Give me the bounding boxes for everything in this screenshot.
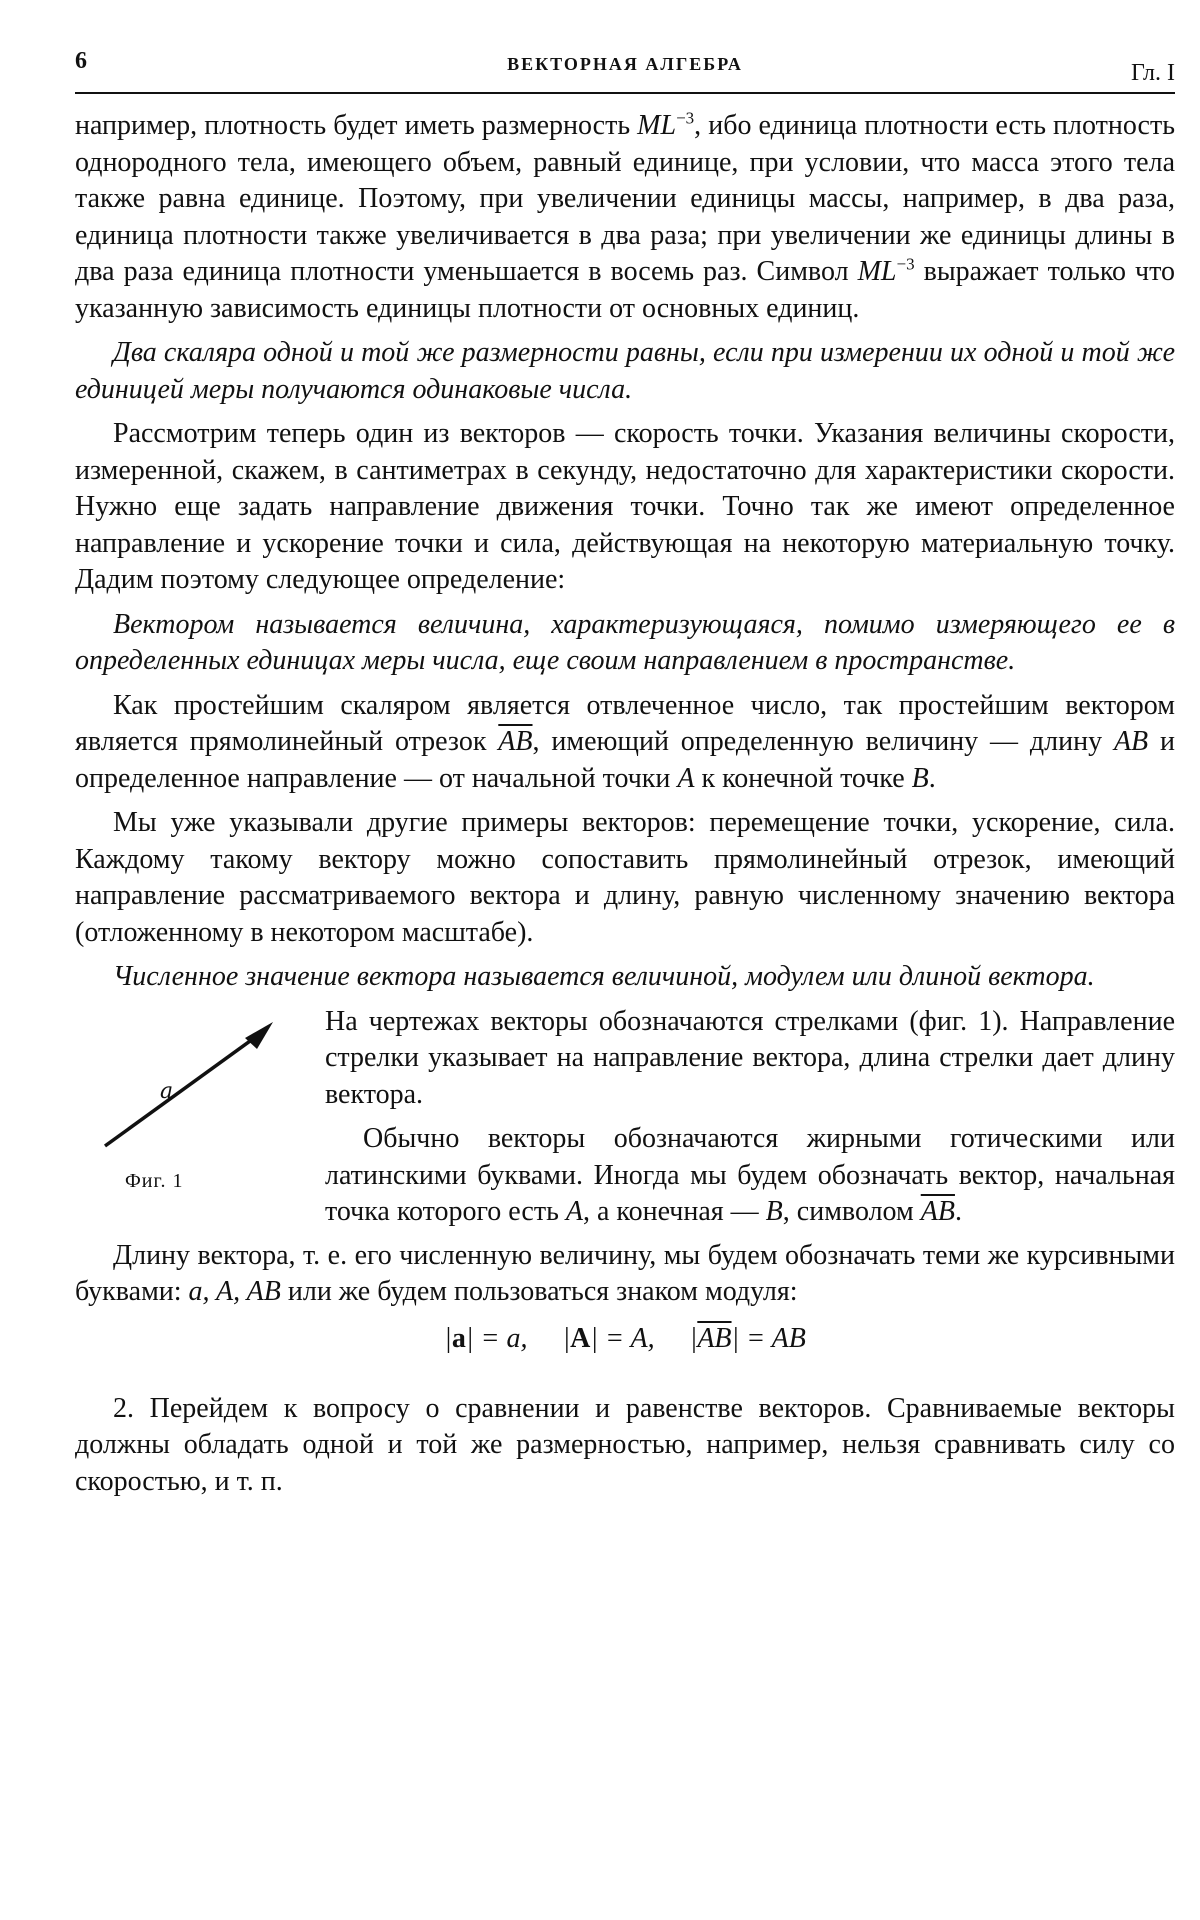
book-page xyxy=(0,0,1200,1920)
paragraph-arrows: На чертежах векторы обозначаются стрелками (фиг. 1). Направление стрелки указывает на направление вектора, длина стрелки дает длину вектора. xyxy=(325,1004,1175,1114)
paragraph-notation: Обычно векторы обозначаются жирными готическими или латинскими буквами. Иногда мы будем обозначать вектор, начальная точка которого есть A, а конечная — B, символом AB. xyxy=(325,1121,1175,1231)
modulus-definition: Численное значение вектора называется величиной, модулем или длиной вектора. xyxy=(75,959,1175,996)
vector-arrow-figure xyxy=(85,1016,295,1156)
scalar-equality-definition: Два скаляра одной и той же размерности равны, если при измерении их одной и той же единицей меры получаются одинаковые числа. xyxy=(75,335,1175,408)
paragraph-segment: Как простейшим скаляром является отвлеченное число, так простейшим вектором является прямолинейный отрезок AB, имеющий определенную величину — длину AB и определенное направление — от начальной точки A к конечной точке B. xyxy=(75,688,1175,798)
page-number: 6 xyxy=(75,48,87,75)
paragraph-length-notation: Длину вектора, т. е. его численную величину, мы будем обозначать теми же курсивными буквами: a, A, AB или же будем пользоваться знаком модуля: xyxy=(75,1238,1175,1311)
paragraph-examples: Мы уже указывали другие примеры векторов: перемещение точки, ускорение, сила. Каждому такому вектору можно сопоставить прямолинейный отрезок, имеющий направление рассматриваемого вектора и длину, равную численному значению вектора (отложенному в некотором масштабе). xyxy=(75,805,1175,951)
figure-caption: Фиг. 1 xyxy=(125,1170,183,1193)
paragraph-comparison: 2. Перейдем к вопросу о сравнении и равенстве векторов. Сравниваемые векторы должны обладать одной и той же размерностью, например, нельзя сравнивать силу со скоростью, и т. п. xyxy=(75,1391,1175,1501)
running-title: ВЕКТОРНАЯ АЛГЕБРА xyxy=(75,54,1175,75)
page-body xyxy=(75,108,1175,1508)
running-header xyxy=(75,48,1175,94)
vector-label: a xyxy=(160,1079,173,1104)
chapter-label: Гл. I xyxy=(1131,60,1175,87)
paragraph-density: например, плотность будет иметь размерность ML−3, ибо единица плотности есть плотность однородного тела, имеющего объем, равный единице, при условии, что масса этого тела также равна единице. Поэтому, при увеличении единицы массы, например, в два раза, единица плотности также увеличивается в два раза; при увеличении же единицы длины в два раза единица плотности уменьшается в восемь раз. Символ ML−3 выражает только что указанную зависимость единицы плотности от основных единиц. xyxy=(75,108,1175,327)
header-rule xyxy=(75,92,1175,94)
vector-arrow-line xyxy=(105,1036,257,1146)
arrow-head-icon xyxy=(245,1022,273,1049)
figure-block xyxy=(75,1004,1175,1232)
paragraph-velocity: Рассмотрим теперь один из векторов — скорость точки. Указания величины скорости, измеренной, скажем, в сантиметрах в секунду, недостаточно для характеристики скорости. Нужно еще задать направление движения точки. Точно так же имеют определенное направление и ускорение точки и сила, действующая на некоторую материальную точку. Дадим поэтому следующее определение: xyxy=(75,416,1175,599)
vector-definition: Вектором называется величина, характеризующаяся, помимо измеряющего ее в определенных единицах меры числа, еще своим направлением в пространстве. xyxy=(75,607,1175,680)
modulus-formula: |a| = a, |A| = A, |AB| = AB xyxy=(75,1323,1175,1355)
figure-side-text xyxy=(325,1004,1175,1239)
